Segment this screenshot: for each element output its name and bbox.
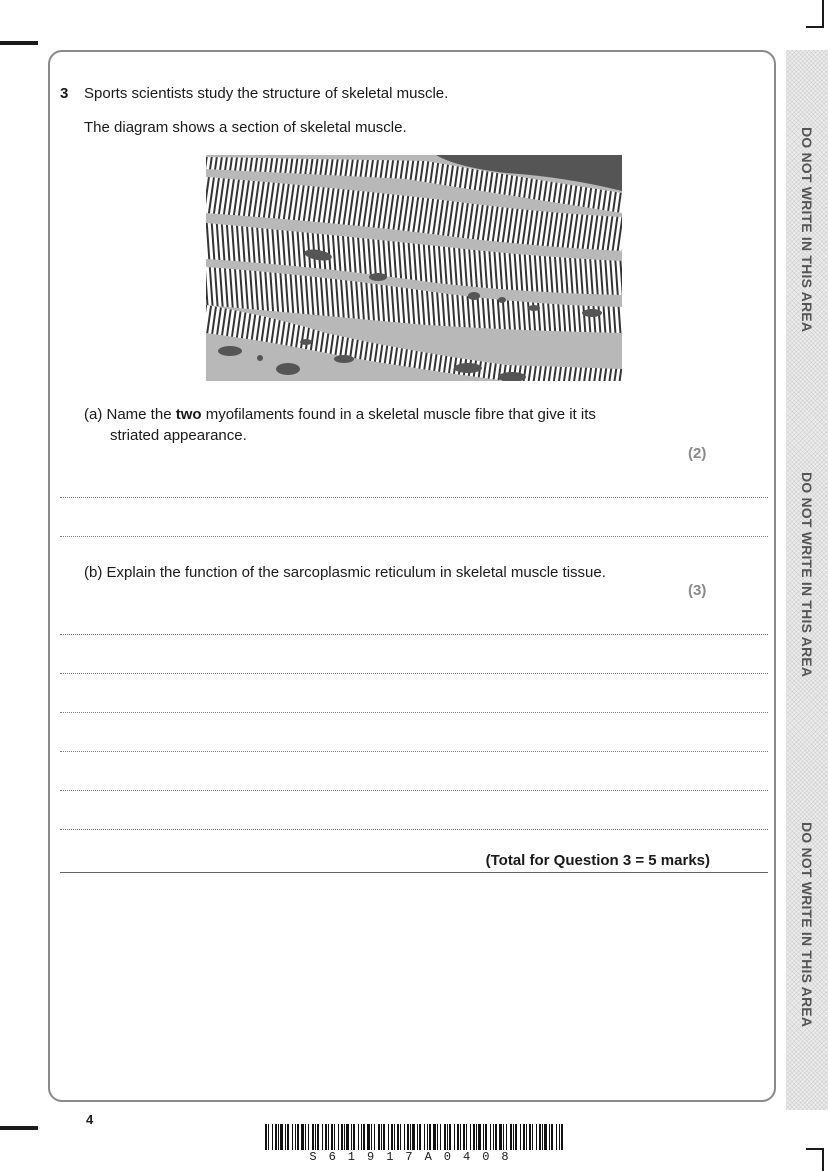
barcode-bar	[523, 1124, 525, 1150]
corner-mark-bottom-right-h	[806, 1148, 824, 1150]
answer-line-a1[interactable]	[60, 497, 768, 498]
barcode-bar	[460, 1124, 461, 1150]
part-a-text-line2: striated appearance.	[110, 427, 247, 444]
barcode-bar	[358, 1124, 359, 1150]
barcode-bar	[391, 1124, 393, 1150]
barcode-bar	[444, 1124, 446, 1150]
barcode-bar	[374, 1124, 375, 1150]
barcode-bar	[295, 1124, 296, 1150]
barcode-bar	[334, 1124, 335, 1150]
part-a-text-start: (a) Name the	[84, 406, 176, 423]
barcode-bar	[419, 1124, 421, 1150]
barcode-bar	[536, 1124, 537, 1150]
barcode-bar	[466, 1124, 467, 1150]
barcode-bar	[322, 1124, 323, 1150]
margin-warning-top	[786, 110, 828, 350]
barcode-bar	[331, 1124, 333, 1150]
barcode-bar	[483, 1124, 484, 1150]
barcode-bar	[278, 1124, 279, 1150]
barcode-bar	[383, 1124, 385, 1150]
barcode	[265, 1124, 565, 1150]
margin-warning-text: DO NOT WRITE IN THIS AREA	[799, 822, 815, 1028]
question-stem: Sports scientists study the structure of skeletal muscle.	[84, 85, 449, 102]
corner-mark-top-right-h	[806, 26, 824, 28]
barcode-bar	[542, 1124, 543, 1150]
barcode-bar	[549, 1124, 550, 1150]
barcode-bar	[394, 1124, 395, 1150]
barcode-bar	[478, 1124, 481, 1150]
margin-warning-bottom	[786, 805, 828, 1045]
barcode-bar	[499, 1124, 502, 1150]
barcode-bar	[328, 1124, 329, 1150]
answer-line-b6[interactable]	[60, 829, 768, 830]
barcode-bar	[532, 1124, 533, 1150]
answer-line-b5[interactable]	[60, 790, 768, 791]
barcode-bar	[381, 1124, 382, 1150]
barcode-bar	[449, 1124, 451, 1150]
part-a-question	[84, 404, 596, 446]
barcode-bar	[292, 1124, 293, 1150]
barcode-bar	[287, 1124, 289, 1150]
barcode-bar	[268, 1124, 269, 1150]
barcode-bar	[424, 1124, 425, 1150]
barcode-bar	[476, 1124, 477, 1150]
barcode-bar	[526, 1124, 527, 1150]
part-a-marks: (2)	[688, 445, 707, 462]
barcode-bar	[503, 1124, 504, 1150]
barcode-bar	[559, 1124, 560, 1150]
barcode-bar	[427, 1124, 428, 1150]
barcode-bar	[315, 1124, 316, 1150]
corner-mark-top-right	[822, 0, 824, 26]
barcode-bar	[473, 1124, 475, 1150]
barcode-bar	[404, 1124, 405, 1150]
barcode-bar	[539, 1124, 541, 1150]
barcode-bar	[447, 1124, 448, 1150]
part-b-question: (b) Explain the function of the sarcoplasmic reticulum in skeletal muscle tissue.	[84, 564, 606, 581]
barcode-bar	[529, 1124, 531, 1150]
barcode-bar	[520, 1124, 521, 1150]
corner-mark-bottom-left	[0, 1126, 38, 1130]
barcode-bar	[280, 1124, 283, 1150]
barcode-bar	[513, 1124, 514, 1150]
barcode-bar	[363, 1124, 365, 1150]
barcode-bar	[272, 1124, 273, 1150]
barcode-bar	[515, 1124, 517, 1150]
barcode-bar	[407, 1124, 409, 1150]
barcode-bar	[454, 1124, 455, 1150]
margin-warning-middle	[786, 455, 828, 695]
barcode-bar	[412, 1124, 415, 1150]
barcode-bar	[470, 1124, 471, 1150]
answer-line-a2[interactable]	[60, 536, 768, 537]
corner-mark-top-left	[0, 41, 38, 45]
barcode-bar	[463, 1124, 465, 1150]
barcode-bar	[361, 1124, 362, 1150]
corner-mark-bottom-right	[822, 1148, 824, 1171]
barcode-bar	[325, 1124, 327, 1150]
barcode-bar	[485, 1124, 487, 1150]
barcode-bar	[312, 1124, 314, 1150]
question-intro: The diagram shows a section of skeletal muscle.	[84, 119, 407, 136]
barcode-bar	[344, 1124, 345, 1150]
barcode-bar	[429, 1124, 431, 1150]
question-total: (Total for Question 3 = 5 marks)	[485, 852, 710, 869]
barcode-bar	[317, 1124, 319, 1150]
barcode-bar	[556, 1124, 557, 1150]
barcode-bar	[265, 1124, 267, 1150]
barcode-bar	[433, 1124, 436, 1150]
barcode-bar	[285, 1124, 286, 1150]
total-rule	[60, 872, 768, 873]
barcode-bar	[417, 1124, 418, 1150]
barcode-bar	[544, 1124, 547, 1150]
barcode-bar	[371, 1124, 372, 1150]
barcode-bar	[440, 1124, 441, 1150]
barcode-bar	[353, 1124, 355, 1150]
barcode-bar	[561, 1124, 563, 1150]
barcode-bar	[400, 1124, 401, 1150]
barcode-bar	[297, 1124, 299, 1150]
barcode-bar	[367, 1124, 370, 1150]
barcode-bar	[308, 1124, 309, 1150]
barcode-bar	[506, 1124, 507, 1150]
barcode-bar	[490, 1124, 491, 1150]
barcode-text: S61917A0408	[309, 1150, 521, 1164]
answer-line-b3[interactable]	[60, 712, 768, 713]
part-a-text-end: myofilaments found in a skeletal muscle fibre that give it its	[201, 406, 596, 423]
barcode-bar	[388, 1124, 389, 1150]
skeletal-muscle-diagram	[206, 155, 622, 381]
margin-warning-text: DO NOT WRITE IN THIS AREA	[799, 127, 815, 333]
barcode-bar	[338, 1124, 339, 1150]
barcode-bar	[457, 1124, 459, 1150]
barcode-bar	[378, 1124, 380, 1150]
barcode-bar	[495, 1124, 497, 1150]
barcode-bar	[305, 1124, 306, 1150]
barcode-bar	[301, 1124, 304, 1150]
barcode-bar	[275, 1124, 277, 1150]
barcode-bar	[397, 1124, 399, 1150]
barcode-bar	[493, 1124, 494, 1150]
part-a-emphasis: two	[175, 406, 202, 423]
answer-line-b4[interactable]	[60, 751, 768, 752]
answer-line-b2[interactable]	[60, 673, 768, 674]
answer-line-b1[interactable]	[60, 634, 768, 635]
barcode-bar	[437, 1124, 438, 1150]
question-number: 3	[60, 85, 69, 102]
barcode-bar	[410, 1124, 411, 1150]
barcode-bar	[351, 1124, 352, 1150]
margin-warning-text: DO NOT WRITE IN THIS AREA	[799, 472, 815, 678]
barcode-bar	[341, 1124, 343, 1150]
barcode-bar	[551, 1124, 553, 1150]
barcode-bar	[510, 1124, 512, 1150]
part-b-marks: (3)	[688, 582, 707, 599]
barcode-bar	[346, 1124, 349, 1150]
page-number: 4	[86, 1112, 94, 1127]
